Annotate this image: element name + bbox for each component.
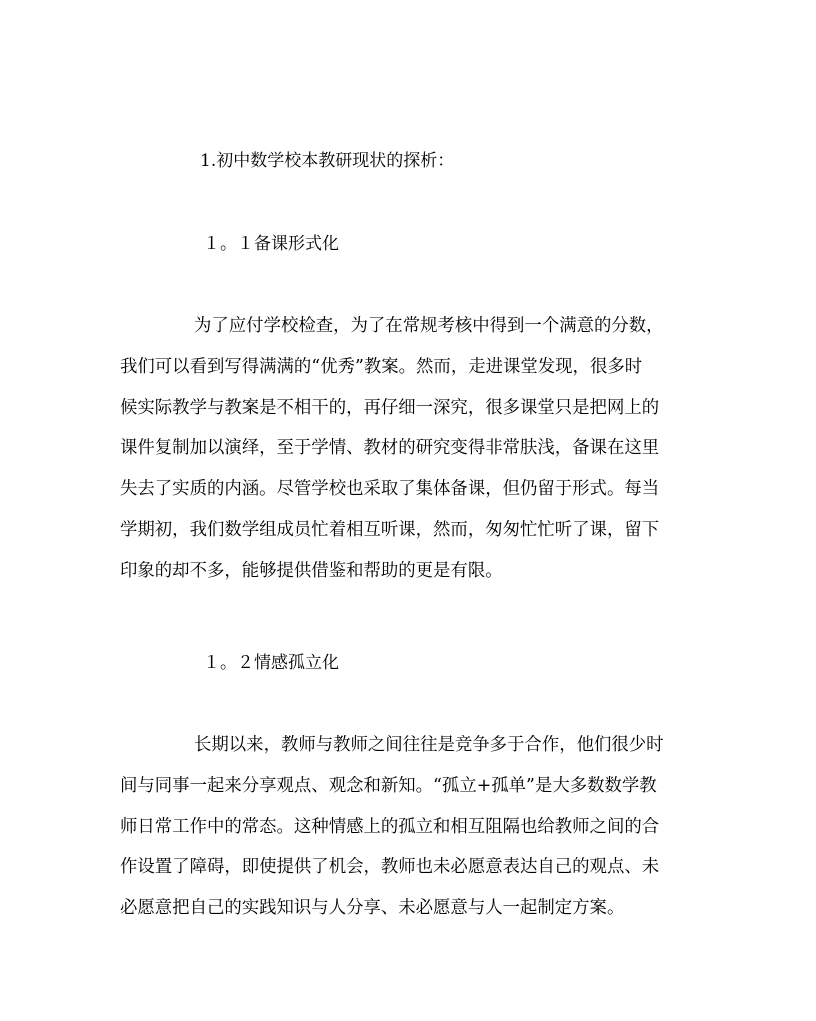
paragraph-line: 间与同事一起来分享观点、观念和新知。“孤立+孤单”是大多数数学教: [120, 775, 657, 796]
paragraph-lesson-preparation: [120, 306, 696, 592]
paragraph-line: 课件复制加以演绎，至于学情、教材的研究变得非常肤浅，备课在这里: [120, 438, 660, 459]
paragraph-line: 长期以来，教师与教师之间往往是竞争多于合作，他们很少时: [194, 735, 664, 755]
paragraph-line: 师日常工作中的常态。这种情感上的孤立和相互阻隔也给教师之间的合: [120, 816, 660, 837]
subsection-title-2: １。２情感孤立化: [203, 653, 339, 673]
section-title: 1.初中数学校本教研现状的探析：: [200, 151, 455, 171]
paragraph-line: 我们可以看到写得满满的“优秀”教案。然而，走进课堂发现，很多时: [120, 356, 643, 377]
paragraph-emotional-isolation: [120, 725, 696, 929]
subsection-title-1: １。１备课形式化: [203, 234, 339, 254]
paragraph-line: 为了应付学校检查，为了在常规考核中得到一个满意的分数，: [194, 316, 664, 336]
paragraph-line: 失去了实质的内涵。尽管学校也采取了集体备课，但仍留于形式。每当: [120, 479, 660, 500]
paragraph-line: 必愿意把自己的实践知识与人分享、未必愿意与人一起制定方案。: [120, 898, 625, 919]
paragraph-line: 作设置了障碍，即使提供了机会，教师也未必愿意表达自己的观点、未: [120, 857, 660, 878]
paragraph-line: 学期初，我们数学组成员忙着相互听课，然而，匆匆忙忙听了课，留下: [120, 519, 660, 540]
paragraph-line: 候实际教学与教案是不相干的，再仔细一深究，很多课堂只是把网上的: [120, 397, 660, 418]
paragraph-line: 印象的却不多，能够提供借鉴和帮助的更是有限。: [120, 560, 503, 581]
